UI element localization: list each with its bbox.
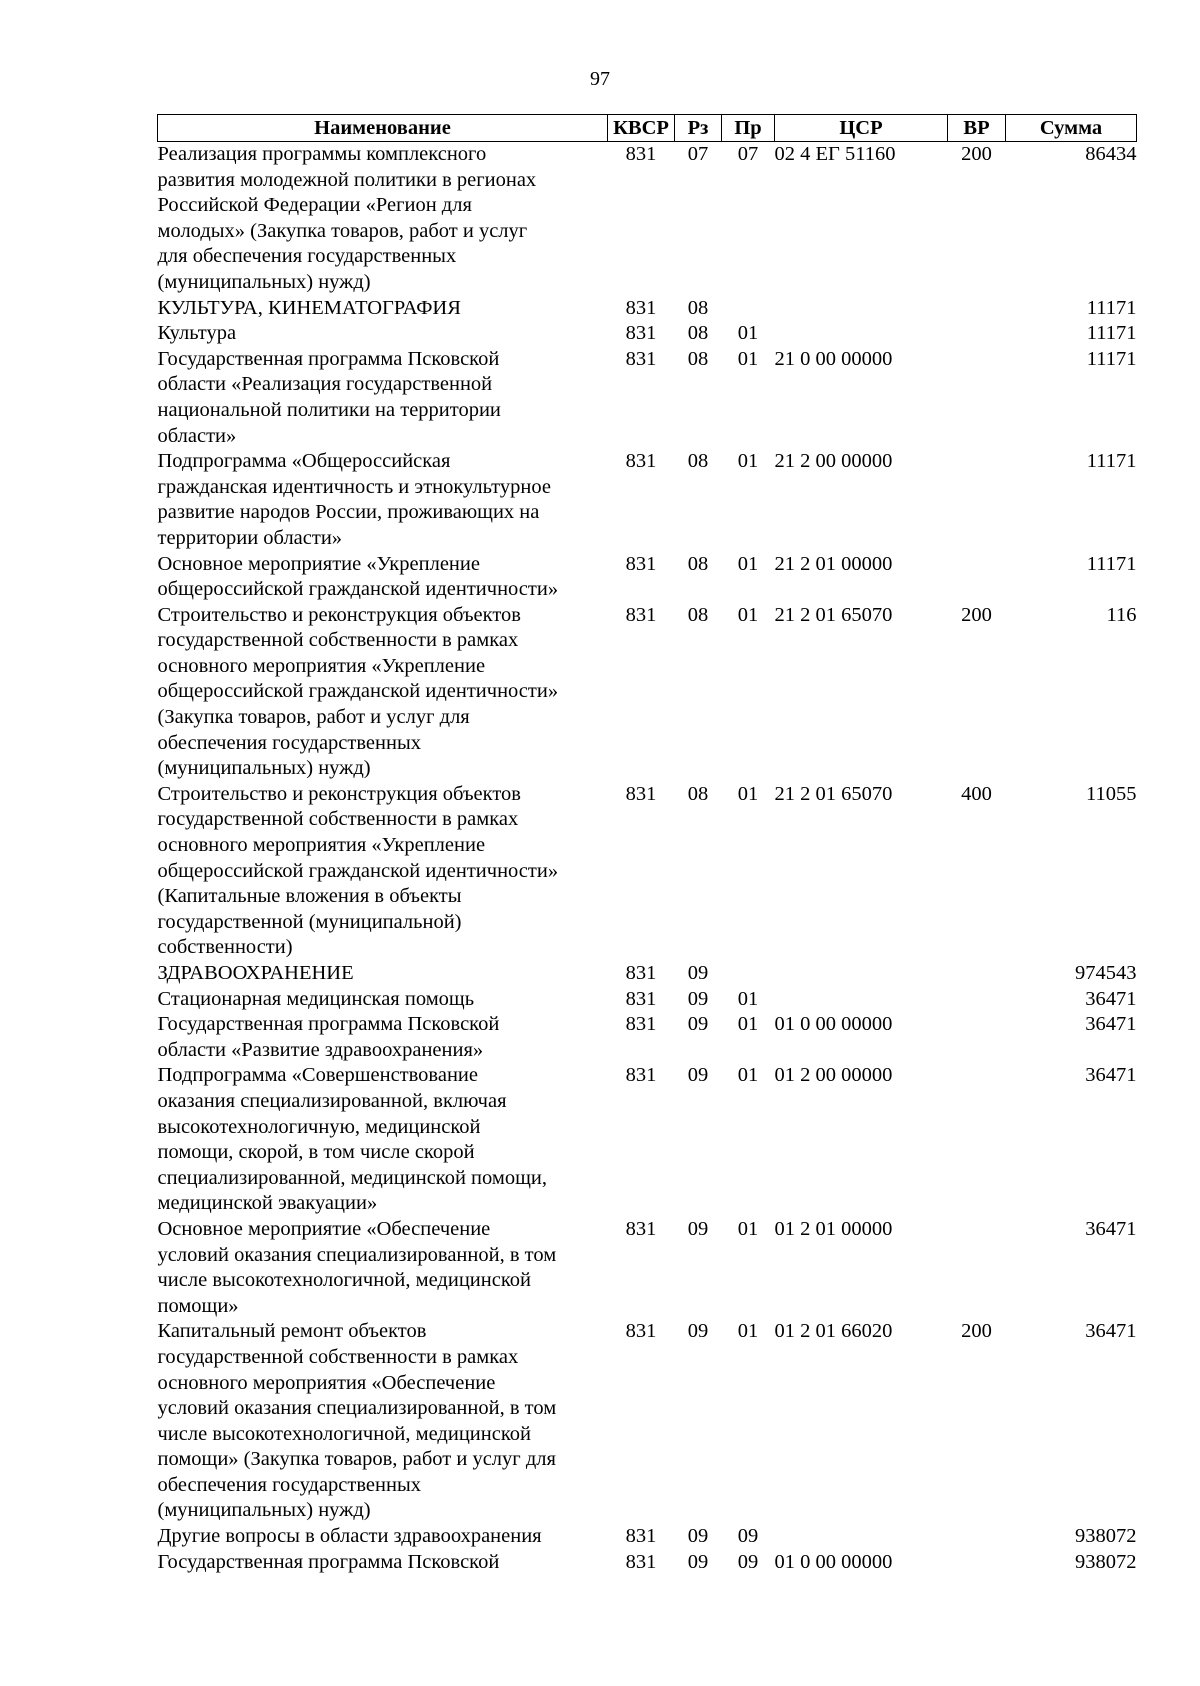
row-rz-cell: 08 bbox=[687, 782, 709, 805]
row-sum-cell: 116 bbox=[1106, 603, 1137, 626]
row-vr-cell: 400 bbox=[961, 782, 992, 805]
row-name-line: КУЛЬТУРА, КИНЕМАТОГРАФИЯ bbox=[157, 296, 461, 319]
row-name-line: Капитальный ремонт объектов bbox=[157, 1320, 427, 1343]
row-name-line: молодых» (Закупка товаров, работ и услуг bbox=[157, 219, 528, 242]
row-sum-cell: 36471 bbox=[1085, 1320, 1137, 1343]
row-rz-cell: 08 bbox=[687, 603, 709, 626]
row-name-line: территории области» bbox=[157, 526, 343, 549]
header-vr: ВР bbox=[948, 115, 1006, 142]
row-sum-cell: 938072 bbox=[1075, 1550, 1137, 1573]
row-name-line: общероссийской гражданской идентичности» bbox=[157, 680, 559, 703]
row-name-line: основного мероприятия «Укрепление bbox=[157, 834, 486, 857]
row-name-line: условий оказания специализированной, в том bbox=[157, 1397, 557, 1420]
row-rz-cell: 08 bbox=[687, 347, 709, 370]
row-rz-cell: 09 bbox=[687, 1013, 709, 1036]
row-rz-cell: 09 bbox=[687, 1064, 709, 1087]
row-vr-cell: 200 bbox=[961, 603, 992, 626]
row-kvsr-cell: 831 bbox=[625, 143, 657, 165]
row-kvsr-cell: 831 bbox=[625, 347, 657, 370]
row-name-line: помощи» bbox=[157, 1294, 239, 1317]
row-sum-cell: 11171 bbox=[1086, 296, 1137, 319]
row-name-line: Строительство и реконструкция объектов bbox=[157, 603, 521, 626]
header-sum: Сумма bbox=[1006, 115, 1137, 142]
row-name-line: Другие вопросы в области здравоохранения bbox=[157, 1525, 542, 1548]
row-sum-cell: 36471 bbox=[1085, 1013, 1137, 1036]
row-csr-cell bbox=[775, 321, 948, 347]
table-row bbox=[158, 1319, 1137, 1524]
row-sum-cell: 11055 bbox=[1086, 782, 1137, 805]
row-name-line: помощи, скорой, в том числе скорой bbox=[157, 1141, 475, 1164]
row-name-line: Государственная программа Псковской bbox=[157, 1013, 500, 1036]
row-name-line: (муниципальных) нужд) bbox=[157, 270, 371, 293]
table-row bbox=[158, 1524, 1137, 1550]
row-vr-cell bbox=[948, 1524, 1006, 1550]
row-name-line: специализированной, медицинской помощи, bbox=[157, 1166, 547, 1189]
row-name-line: общероссийской гражданской идентичности» bbox=[157, 578, 559, 601]
row-name-cell bbox=[158, 552, 608, 603]
row-name-line: национальной политики на территории bbox=[157, 398, 501, 421]
row-name-line: области» bbox=[157, 424, 237, 447]
row-name-line: области «Реализация государственной bbox=[157, 373, 493, 396]
row-name-line: обеспечения государственных bbox=[157, 731, 421, 754]
row-kvsr-cell: 831 bbox=[625, 1320, 657, 1343]
row-name-cell bbox=[158, 1550, 608, 1576]
row-vr-cell bbox=[948, 961, 1006, 987]
row-csr-cell: 01 0 00 00000 bbox=[774, 1013, 893, 1036]
row-vr-cell bbox=[948, 552, 1006, 603]
row-name-cell bbox=[158, 987, 608, 1013]
header-name: Наименование bbox=[158, 115, 608, 142]
row-name-line: Культура bbox=[157, 322, 237, 345]
row-name-line: условий оказания специализированной, в том bbox=[157, 1243, 557, 1266]
row-pr-cell: 01 bbox=[737, 347, 759, 370]
table-row bbox=[158, 321, 1137, 347]
row-vr-cell bbox=[948, 1063, 1006, 1217]
row-kvsr-cell: 831 bbox=[625, 1217, 657, 1240]
row-rz-cell: 09 bbox=[687, 962, 709, 984]
row-name-cell bbox=[158, 1319, 608, 1524]
row-rz-cell: 08 bbox=[687, 552, 709, 575]
table-row bbox=[158, 449, 1137, 551]
row-csr-cell bbox=[775, 1524, 948, 1550]
row-sum-cell: 11171 bbox=[1086, 552, 1137, 575]
row-name-line: развития молодежной политики в регионах bbox=[157, 168, 537, 191]
row-pr-cell: 01 bbox=[737, 1320, 759, 1343]
row-kvsr-cell: 831 bbox=[625, 782, 657, 805]
row-name-cell bbox=[158, 1524, 608, 1550]
row-name-cell bbox=[158, 142, 608, 296]
row-rz-cell: 09 bbox=[687, 1217, 709, 1240]
table-row bbox=[158, 1217, 1137, 1319]
row-pr-cell bbox=[722, 961, 775, 987]
row-name-line: государственной собственности в рамках bbox=[157, 1345, 519, 1368]
table-row bbox=[158, 603, 1137, 782]
row-rz-cell: 08 bbox=[687, 322, 709, 345]
row-kvsr-cell: 831 bbox=[625, 450, 657, 473]
row-csr-cell: 21 2 01 00000 bbox=[774, 552, 893, 575]
table-header-row bbox=[158, 115, 1137, 142]
header-kvsr: КВСР bbox=[608, 115, 675, 142]
row-kvsr-cell: 831 bbox=[625, 962, 657, 984]
page-number: 97 bbox=[590, 68, 610, 90]
row-sum-cell: 974543 bbox=[1075, 962, 1137, 984]
row-vr-cell: 200 bbox=[961, 143, 992, 165]
row-name-line: (Капитальные вложения в объекты bbox=[157, 885, 462, 908]
row-name-line: основного мероприятия «Обеспечение bbox=[157, 1371, 496, 1394]
row-name-line: (муниципальных) нужд) bbox=[157, 757, 371, 780]
table-row bbox=[158, 347, 1137, 449]
row-name-line: числе высокотехнологичной, медицинской bbox=[157, 1422, 531, 1445]
row-pr-cell: 01 bbox=[737, 1064, 759, 1087]
row-name-cell bbox=[158, 321, 608, 347]
row-name-line: гражданская идентичность и этнокультурное bbox=[157, 475, 551, 498]
table-row bbox=[158, 296, 1137, 322]
table-row bbox=[158, 1012, 1137, 1063]
row-name-line: общероссийской гражданской идентичности» bbox=[157, 859, 559, 882]
header-csr: ЦСР bbox=[775, 115, 948, 142]
row-kvsr-cell: 831 bbox=[625, 1550, 657, 1573]
header-pr: Пр bbox=[722, 115, 775, 142]
row-kvsr-cell: 831 bbox=[625, 603, 657, 626]
row-name-line: собственности) bbox=[157, 936, 293, 959]
row-rz-cell: 09 bbox=[687, 1525, 709, 1548]
table-row bbox=[158, 1063, 1137, 1217]
row-name-cell bbox=[158, 782, 608, 961]
row-pr-cell: 01 bbox=[737, 450, 759, 473]
row-name-line: (муниципальных) нужд) bbox=[157, 1499, 371, 1522]
table-row bbox=[158, 782, 1137, 961]
row-csr-cell: 21 2 01 65070 bbox=[774, 603, 893, 626]
row-vr-cell bbox=[948, 987, 1006, 1013]
row-sum-cell: 36471 bbox=[1085, 1064, 1137, 1087]
row-name-line: Государственная программа Псковской bbox=[157, 1550, 500, 1573]
row-rz-cell: 08 bbox=[687, 296, 709, 319]
table-row bbox=[158, 552, 1137, 603]
header-rz: Рз bbox=[675, 115, 722, 142]
row-name-line: Подпрограмма «Совершенствование bbox=[157, 1064, 478, 1087]
row-name-cell bbox=[158, 1012, 608, 1063]
row-name-line: оказания специализированной, включая bbox=[157, 1089, 507, 1112]
row-pr-cell: 01 bbox=[737, 1013, 759, 1036]
row-pr-cell: 01 bbox=[737, 987, 759, 1010]
budget-table bbox=[157, 114, 1137, 1575]
row-pr-cell: 01 bbox=[737, 1217, 759, 1240]
row-name-line: Подпрограмма «Общероссийская bbox=[157, 450, 451, 473]
row-name-line: Строительство и реконструкция объектов bbox=[157, 782, 521, 805]
row-name-line: высокотехнологичную, медицинской bbox=[157, 1115, 481, 1138]
row-vr-cell bbox=[948, 1217, 1006, 1319]
row-name-cell bbox=[158, 296, 608, 322]
row-csr-cell: 21 0 00 00000 bbox=[774, 347, 893, 370]
row-pr-cell: 01 bbox=[737, 603, 759, 626]
row-name-line: области «Развитие здравоохранения» bbox=[157, 1038, 484, 1061]
row-csr-cell: 21 2 00 00000 bbox=[774, 450, 893, 473]
row-sum-cell: 11171 bbox=[1086, 347, 1137, 370]
row-csr-cell: 02 4 ЕГ 51160 bbox=[774, 143, 896, 165]
row-vr-cell bbox=[948, 1550, 1006, 1576]
row-name-line: (Закупка товаров, работ и услуг для bbox=[157, 706, 470, 729]
row-sum-cell: 938072 bbox=[1075, 1525, 1137, 1548]
row-csr-cell: 01 2 00 00000 bbox=[774, 1064, 893, 1087]
row-sum-cell: 11171 bbox=[1086, 322, 1137, 345]
row-name-cell bbox=[158, 347, 608, 449]
row-name-line: числе высокотехнологичной, медицинской bbox=[157, 1269, 531, 1292]
row-sum-cell: 36471 bbox=[1085, 1217, 1137, 1240]
row-pr-cell: 09 bbox=[737, 1525, 759, 1548]
row-csr-cell: 01 2 01 00000 bbox=[774, 1217, 893, 1240]
row-vr-cell bbox=[948, 347, 1006, 449]
table-row bbox=[158, 1550, 1137, 1576]
row-name-line: Основное мероприятие «Укрепление bbox=[157, 552, 480, 575]
row-name-cell bbox=[158, 449, 608, 551]
table-row bbox=[158, 142, 1137, 296]
row-sum-cell: 86434 bbox=[1085, 143, 1137, 165]
row-rz-cell: 09 bbox=[687, 987, 709, 1010]
row-name-line: основного мероприятия «Укрепление bbox=[157, 654, 486, 677]
row-pr-cell: 01 bbox=[737, 782, 759, 805]
row-name-cell bbox=[158, 1063, 608, 1217]
row-sum-cell: 36471 bbox=[1085, 987, 1137, 1010]
row-name-line: медицинской эвакуации» bbox=[157, 1192, 378, 1215]
table-body bbox=[158, 142, 1137, 1576]
row-vr-cell bbox=[948, 296, 1006, 322]
row-pr-cell: 07 bbox=[737, 143, 759, 165]
row-csr-cell bbox=[775, 987, 948, 1013]
row-rz-cell: 08 bbox=[687, 450, 709, 473]
row-name-line: для обеспечения государственных bbox=[157, 245, 457, 268]
row-vr-cell bbox=[948, 1012, 1006, 1063]
row-pr-cell: 09 bbox=[737, 1550, 759, 1573]
row-csr-cell bbox=[775, 961, 948, 987]
row-rz-cell: 09 bbox=[687, 1320, 709, 1343]
row-name-line: государственной собственности в рамках bbox=[157, 629, 519, 652]
row-name-line: помощи» (Закупка товаров, работ и услуг для bbox=[157, 1448, 556, 1471]
row-name-line: Стационарная медицинская помощь bbox=[157, 987, 475, 1010]
table-row bbox=[158, 987, 1137, 1013]
row-name-line: обеспечения государственных bbox=[157, 1473, 421, 1496]
row-kvsr-cell: 831 bbox=[625, 1525, 657, 1548]
row-name-line: Основное мероприятие «Обеспечение bbox=[157, 1217, 491, 1240]
row-sum-cell: 11171 bbox=[1086, 450, 1137, 473]
row-rz-cell: 09 bbox=[687, 1550, 709, 1573]
row-name-line: государственной собственности в рамках bbox=[157, 808, 519, 831]
row-kvsr-cell: 831 bbox=[625, 296, 657, 319]
row-name-line: ЗДРАВООХРАНЕНИЕ bbox=[157, 962, 354, 984]
row-csr-cell bbox=[775, 296, 948, 322]
row-name-line: развитие народов России, проживающих на bbox=[157, 501, 540, 524]
row-pr-cell bbox=[722, 296, 775, 322]
row-csr-cell: 01 2 01 66020 bbox=[774, 1320, 893, 1343]
row-name-line: государственной (муниципальной) bbox=[157, 910, 462, 933]
row-pr-cell: 01 bbox=[737, 322, 759, 345]
row-csr-cell: 21 2 01 65070 bbox=[774, 782, 893, 805]
row-kvsr-cell: 831 bbox=[625, 322, 657, 345]
row-name-cell bbox=[158, 603, 608, 782]
row-name-line: Реализация программы комплексного bbox=[157, 143, 487, 165]
row-kvsr-cell: 831 bbox=[625, 1013, 657, 1036]
row-name-line: Российской Федерации «Регион для bbox=[157, 194, 472, 217]
row-vr-cell bbox=[948, 321, 1006, 347]
row-kvsr-cell: 831 bbox=[625, 1064, 657, 1087]
row-vr-cell: 200 bbox=[961, 1320, 992, 1343]
row-name-cell bbox=[158, 1217, 608, 1319]
row-pr-cell: 01 bbox=[737, 552, 759, 575]
row-kvsr-cell: 831 bbox=[625, 552, 657, 575]
row-name-line: Государственная программа Псковской bbox=[157, 347, 500, 370]
row-csr-cell: 01 0 00 00000 bbox=[774, 1550, 893, 1573]
row-vr-cell bbox=[948, 449, 1006, 551]
row-kvsr-cell: 831 bbox=[625, 987, 657, 1010]
row-name-cell bbox=[158, 961, 608, 987]
table-row bbox=[158, 961, 1137, 987]
row-rz-cell: 07 bbox=[687, 143, 709, 165]
